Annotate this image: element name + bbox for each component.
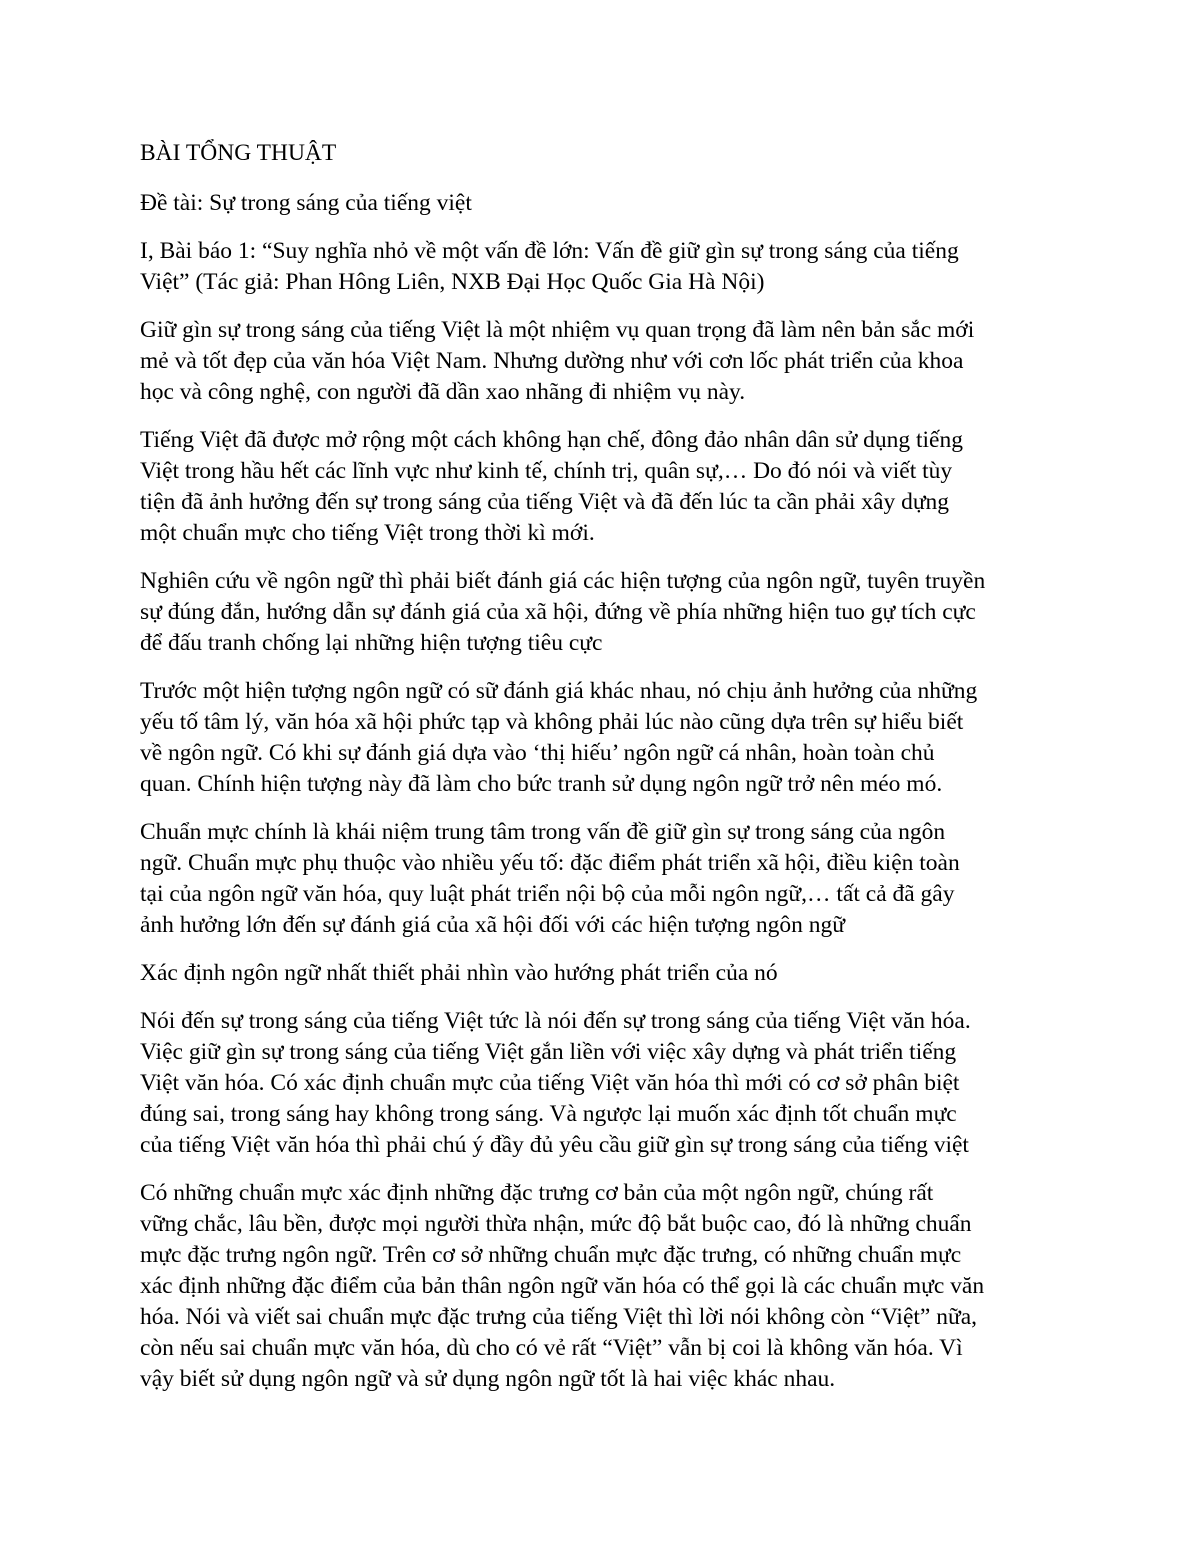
paragraph-line: mực đặc trưng ngôn ngữ. Trên cơ sở những chuẩn mực đặc trưng, có những chuẩn mực — [140, 1242, 962, 1268]
paragraph-line: mẻ và tốt đẹp của văn hóa Việt Nam. Nhưng dường như với cơn lốc phát triển của khoa — [140, 348, 964, 374]
paragraph-line: tại của ngôn ngữ văn hóa, quy luật phát triển nội bộ của mỗi ngôn ngữ,… tất cả đã gây — [140, 881, 955, 907]
paragraph-line: Trước một hiện tượng ngôn ngữ có sữ đánh giá khác nhau, nó chịu ảnh hưởng của những — [140, 678, 978, 704]
paragraph-line: sự đúng đắn, hướng dẫn sự đánh giá của xã hội, đứng về phía những hiện tuo gự tích cực — [140, 599, 976, 625]
paragraph-line: ảnh hưởng lớn đến sự đánh giá của xã hội đối với các hiện tượng ngôn ngữ — [140, 912, 845, 938]
paragraph-line: Việt trong hầu hết các lĩnh vực như kinh tế, chính trị, quân sự,… Do đó nói và viết tùy — [140, 458, 953, 484]
paragraph — [140, 315, 1070, 408]
paragraph-line: vững chắc, lâu bền, được mọi người thừa nhận, mức độ bắt buộc cao, đó là những chuẩn — [140, 1211, 972, 1237]
paragraph-line: của tiếng Việt văn hóa thì phải chú ý đầy đủ yêu cầu giữ gìn sự trong sáng của tiếng việt — [140, 1132, 969, 1158]
document-topic-block — [140, 188, 1070, 219]
document-body — [140, 138, 1070, 1412]
paragraph-line: Giữ gìn sự trong sáng của tiếng Việt là một nhiệm vụ quan trọng đã làm nên bản sắc mới — [140, 317, 975, 343]
paragraph — [140, 1006, 1070, 1161]
paragraph-line: để đấu tranh chống lại những hiện tượng tiêu cực — [140, 630, 603, 656]
paragraph-line: ngữ. Chuẩn mực phụ thuộc vào nhiều yếu tố: đặc điểm phát triển xã hội, điều kiện toàn — [140, 850, 960, 876]
paragraph — [140, 1178, 1070, 1395]
paragraph-line: tiện đã ảnh hưởng đến sự trong sáng của tiếng Việt và đã đến lúc ta cần phải xây dựng — [140, 489, 950, 515]
document-title-block — [140, 138, 1070, 169]
paragraph-line: còn nếu sai chuẩn mực văn hóa, dù cho có vẻ rất “Việt” vẫn bị coi là không văn hóa. Vì — [140, 1335, 963, 1361]
paragraph-line: hóa. Nói và viết sai chuẩn mực đặc trưng của tiếng Việt thì lời nói không còn “Việt” nữa, — [140, 1304, 978, 1330]
paragraph-line: Có những chuẩn mực xác định những đặc trưng cơ bản của một ngôn ngữ, chúng rất — [140, 1180, 934, 1206]
paragraph-line: quan. Chính hiện tượng này đã làm cho bức tranh sử dụng ngôn ngữ trở nên méo mó. — [140, 771, 943, 797]
paragraph-line: Xác định ngôn ngữ nhất thiết phải nhìn vào hướng phát triển của nó — [140, 960, 778, 986]
paragraph-line: I, Bài báo 1: “Suy nghĩa nhỏ về một vấn đề lớn: Vấn đề giữ gìn sự trong sáng của tiếng — [140, 238, 959, 264]
paragraph-line: Nghiên cứu về ngôn ngữ thì phải biết đánh giá các hiện tượng của ngôn ngữ, tuyên truyền — [140, 568, 986, 594]
paragraph — [140, 676, 1070, 800]
paragraph — [140, 236, 1070, 298]
paragraph-line: Việt” (Tác giả: Phan Hông Liên, NXB Đại Học Quốc Gia Hà Nội) — [140, 269, 765, 295]
paragraph-list — [140, 236, 1070, 1395]
paragraph-line: về ngôn ngữ. Có khi sự đánh giá dựa vào ‘thị hiếu’ ngôn ngữ cá nhân, hoàn toàn chủ — [140, 740, 935, 766]
paragraph — [140, 566, 1070, 659]
paragraph-line: Tiếng Việt đã được mở rộng một cách không hạn chế, đông đảo nhân dân sử dụng tiếng — [140, 427, 963, 453]
paragraph-line: đúng sai, trong sáng hay không trong sáng. Và ngược lại muốn xác định tốt chuẩn mực — [140, 1101, 957, 1127]
paragraph — [140, 425, 1070, 549]
paragraph — [140, 817, 1070, 941]
paragraph-line: Việc giữ gìn sự trong sáng của tiếng Việt gắn liền với việc xây dựng và phát triển tiếng — [140, 1039, 957, 1065]
paragraph-line: vậy biết sử dụng ngôn ngữ và sử dụng ngôn ngữ tốt là hai việc khác nhau. — [140, 1366, 836, 1392]
paragraph-line: Nói đến sự trong sáng của tiếng Việt tức là nói đến sự trong sáng của tiếng Việt văn hóa. — [140, 1008, 971, 1034]
paragraph-line: xác định những đặc điểm của bản thân ngôn ngữ văn hóa có thể gọi là các chuẩn mực văn — [140, 1273, 985, 1299]
paragraph-line: một chuẩn mực cho tiếng Việt trong thời kì mới. — [140, 520, 595, 546]
paragraph-line: Chuẩn mực chính là khái niệm trung tâm trong vấn đề giữ gìn sự trong sáng của ngôn — [140, 819, 946, 845]
document-title: BÀI TỔNG THUẬT — [140, 140, 337, 166]
paragraph-line: yếu tố tâm lý, văn hóa xã hội phức tạp và không phải lúc nào cũng dựa trên sự hiểu biết — [140, 709, 964, 735]
paragraph — [140, 958, 1070, 989]
document-topic: Đề tài: Sự trong sáng của tiếng việt — [140, 190, 472, 216]
paragraph-line: Việt văn hóa. Có xác định chuẩn mực của tiếng Việt văn hóa thì mới có cơ sở phân biệt — [140, 1070, 960, 1096]
paragraph-line: học và công nghệ, con người đã dần xao nhãng đi nhiệm vụ này. — [140, 379, 746, 405]
